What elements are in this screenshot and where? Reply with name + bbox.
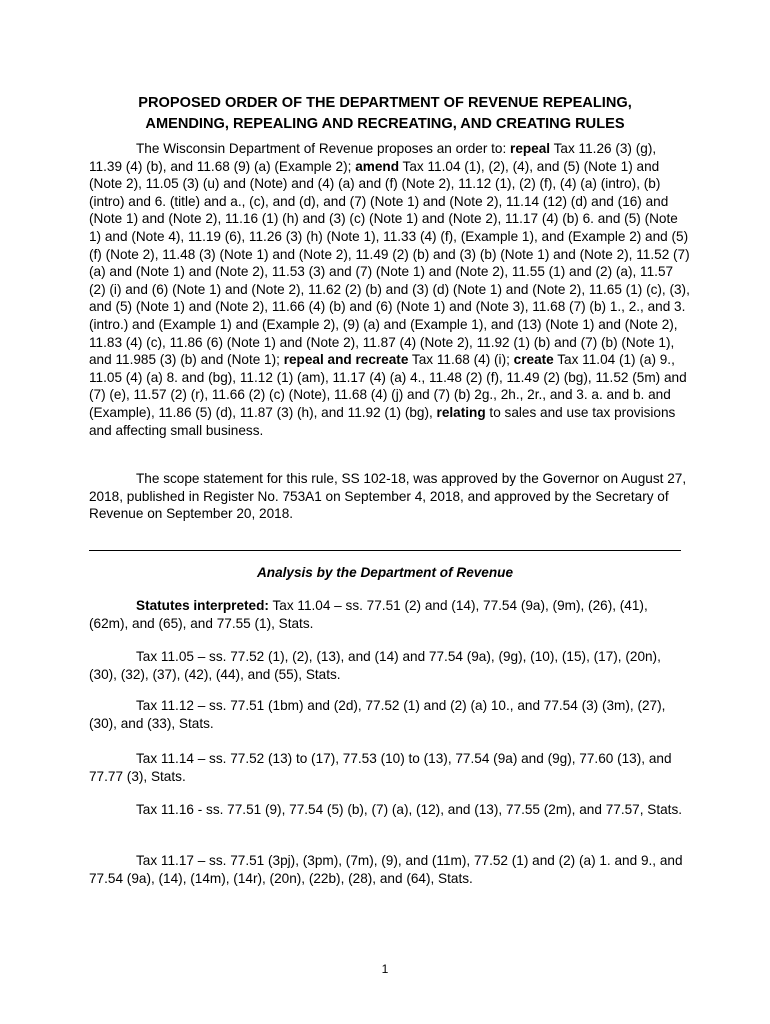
statute-paragraph: Tax 11.12 – ss. 77.51 (1bm) and (2d), 77.52 (1) and (2) (a) 10., and 77.54 (3) (3m), (27), (30), and (33), Stats. (89, 698, 666, 731)
page-number: 1 (381, 962, 389, 976)
keyword-create: create (513, 352, 554, 368)
intro-text-6: to sales and use tax provisions and affecting small business. (89, 404, 676, 438)
statute-paragraph: Tax 11.17 – ss. 77.51 (3pj), (3pm), (7m), (9), and (11m), 77.52 (1) and (2) (a) 1. and 9., and 77.54 (9a), (14), (14m), (14r), (20n), (22b), (28), and (64), Stats. (89, 853, 683, 886)
keyword-repeal-and-recreate: repeal and recreate (283, 352, 409, 368)
scope-paragraph: The scope statement for this rule, SS 102-18, was approved by the Governor on August 27, 2018, published in Register No. 753A1 on September 4, 2018, and approved by the Secretary of Revenue on September 20, 2018. (89, 471, 687, 522)
keyword-repeal: repeal (510, 141, 551, 156)
statutes-first-text: Tax 11.04 – ss. 77.51 (2) and (14), 77.54 (9a), (9m), (26), (41), (62m), and (65), and 77.55 (1), Stats. (89, 598, 648, 631)
intro-text-5: Tax 11.04 (1) (a) 9., 11.05 (4) (a) 8. and (bg), 11.12 (1) (am), 11.17 (4) (a) 4., 11.48 (2) (f), 11.49 (2) (bg), 11.52 (5m) and (7) (e), 11.57 (2) (r), 11.66 (2) (c) (Note), 11.68 (4) (j) and (7) (b) 2g., 2h., 2r., and 3. a. and b. and (Example), 11.86 (5) (d), 11.87 (3) (h), and 11.92 (1) (bg), (89, 352, 687, 420)
statute-paragraph: Tax 11.14 – ss. 77.52 (13) to (17), 77.53 (10) to (13), 77.54 (9a) and (9g), 77.60 (13), and 77.77 (3), Stats. (89, 751, 672, 784)
analysis-heading: Analysis by the Department of Revenue (256, 565, 514, 580)
statute-paragraph: Tax 11.05 – ss. 77.52 (1), (2), (13), and (14) and 77.54 (9a), (9g), (10), (15), (17), (20n), (30), (32), (37), (42), (44), and (55), Stats. (89, 649, 661, 682)
statutes-label: Statutes interpreted: (136, 598, 269, 613)
section-divider (89, 550, 681, 551)
keyword-amend: amend (355, 158, 400, 174)
title-line-1: PROPOSED ORDER OF THE DEPARTMENT OF REVENUE REPEALING, (138, 95, 632, 111)
statute-paragraph: Tax 11.16 - ss. 77.51 (9), 77.54 (5) (b), (7) (a), (12), and (13), 77.55 (2m), and 77.57, Stats. (136, 802, 683, 817)
keyword-relating: relating (436, 404, 486, 420)
intro-text-3: Tax 11.04 (1), (2), (4), and (5) (Note 1) and (Note 2), 11.05 (3) (u) and (Note) and (4) (a) and (f) (Note 2), 11.12 (1), (2) (f), (4) (a) (intro), (b) (intro) and 6. (title) and a., (c), and (d), and (7) (Note 1) and (Note 2), 11.14 (12) (d) and (16) and (Note 1) and (Note 2), 11.16 (1) (h) and (3) (c) (Note 1) and (Note 2), 11.17 (4) (b) 6. and (5) (Note 1) and (Note 4), 11.19 (6), 11.26 (3) (h) (Note 1), 11.33 (4) (f), (Example 1), and (Example 2) and (5) (f) (Note 2), 11.48 (3) (Note 1) and (Note 2), 11.49 (2) (b) and (3) (b) (Note 1) and (Note 2), 11.52 (7) (a) and (Note 1) and (Note 2), 11.53 (3) and (7) (Note 1) and (Note 2), 11.55 (1) and (2) (a), 11.57 (2) (i) and (6) (Note 1) and (Note 2), 11.62 (2) (b) and (3) (d) (Note 1) and (Note 2), 11.65 (1) (c), (3), and (5) (Note 1) and (Note 2), 11.66 (4) (b) and (6) (Note 1) and (Note 3), 11.68 (7) (b) 1., 2., and 3. (intro.) and (Example 1) and (Example 2), (9) (a) and (Example 1), and (13) (Note 1) and (Note 2), 11.83 (4) (c), 11.86 (6) (Note 1) and (Note 2), 11.87 (4) (Note 2), 11.92 (1) (b) and (7) (b) (Note 1), and 11.985 (3) (b) and (Note 1); (89, 158, 690, 368)
document-title (90, 93, 680, 135)
intro-text-4: Tax 11.68 (4) (i); (408, 352, 514, 368)
intro-paragraph (89, 140, 690, 439)
intro-text-1: The Wisconsin Department of Revenue proposes an order to: (136, 141, 511, 156)
title-line-2: AMENDING, REPEALING AND RECREATING, AND CREATING RULES (145, 116, 625, 132)
intro-text-2: Tax 11.26 (3) (g), 11.39 (4) (b), and 11.68 (9) (a) (Example 2); (89, 141, 657, 174)
statutes-paragraph (89, 597, 690, 632)
